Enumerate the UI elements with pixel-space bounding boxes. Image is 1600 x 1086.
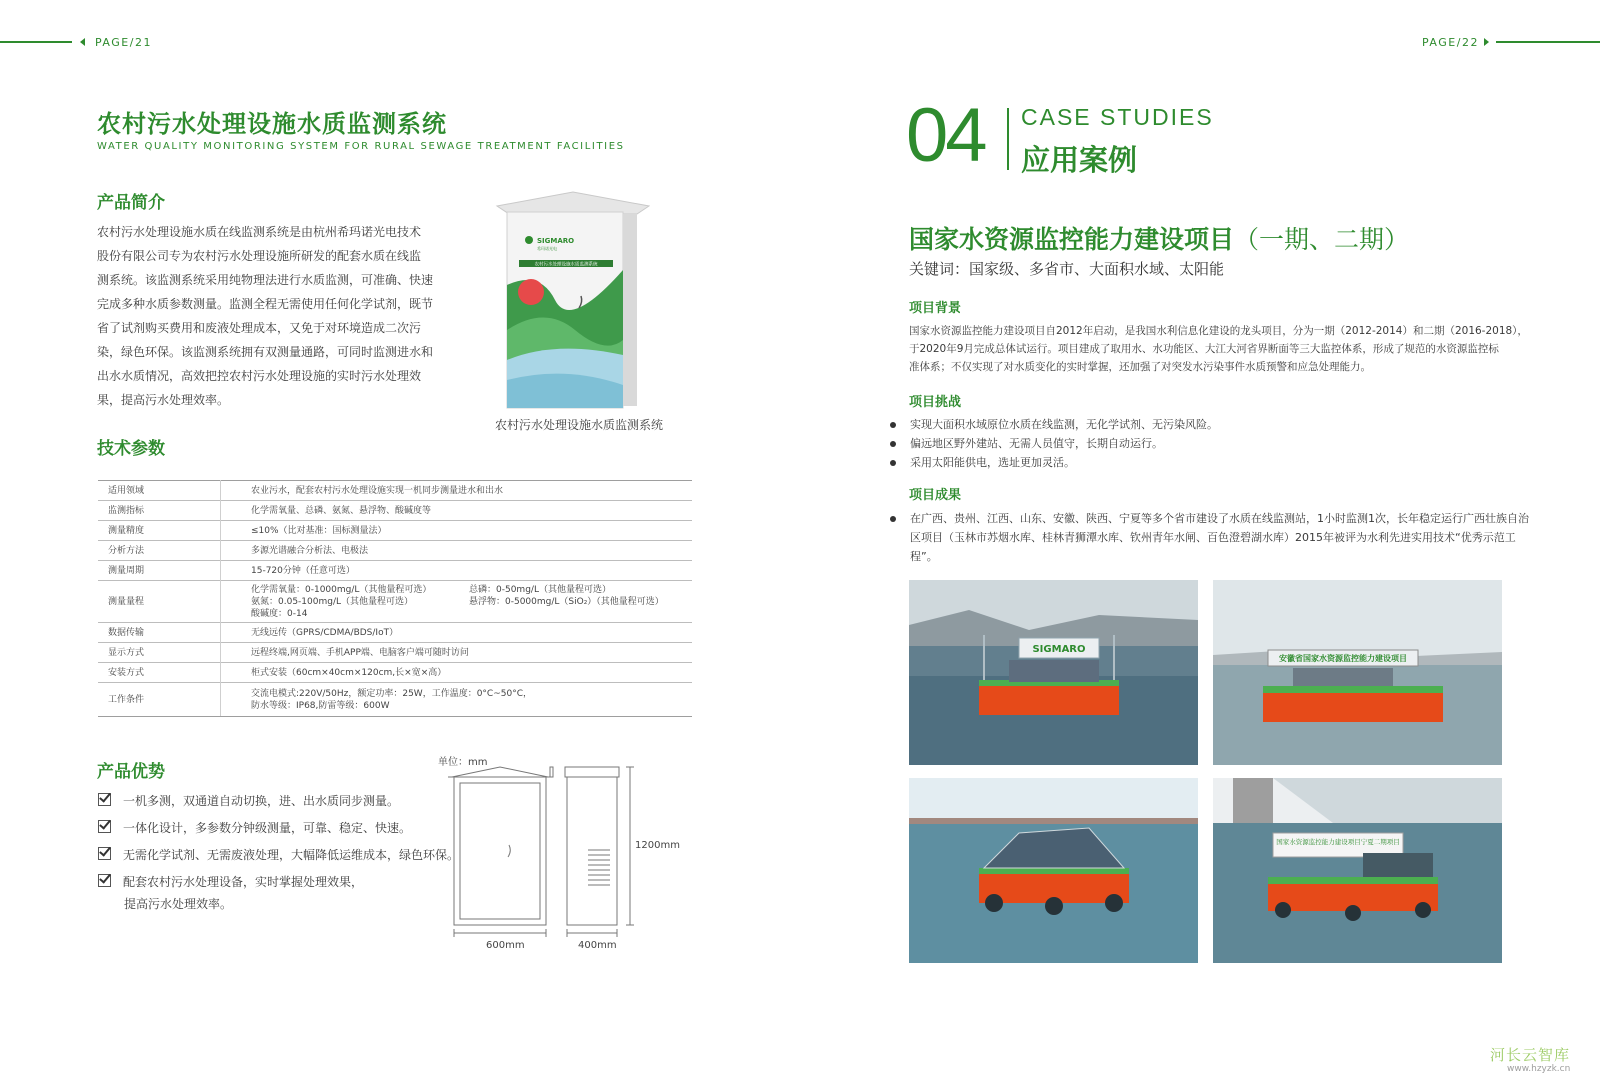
challenges-heading: 项目挑战 xyxy=(909,395,962,410)
drawing-unit: 单位：mm xyxy=(438,757,488,768)
challenge-item: 采用太阳能供电，选址更加灵活。 xyxy=(910,453,1510,472)
table-row xyxy=(98,521,692,541)
range-cod: 化学需氧量：0-1000mg/L（其他量程可选） xyxy=(251,584,432,595)
project-title xyxy=(909,220,1409,256)
intro-line: 出水水质情况，高效把控农村污水处理设施的实时污水处理效 xyxy=(97,369,422,383)
background-line: 国家水资源监控能力建设项目自2012年启动，是我国水利信息化建设的龙头项目，分为一期（2012-2014）和二期（2016-2018）， xyxy=(909,325,1528,337)
results-line: 在广西、贵州、江西、山东、安徽、陕西、宁夏等多个省市建设了水质在线监测站，1小时监测1次，长年稳定运行广西壮族自治 xyxy=(910,512,1529,525)
case-photo-4 xyxy=(1213,778,1502,963)
intro-line: 股份有限公司专为农村污水处理设施所研发的配套水质在线监 xyxy=(97,249,422,263)
intro-heading: 产品简介 xyxy=(97,193,165,213)
intro-line: 测系统。该监测系统采用纯物理法进行水质监测，可准确、快速 xyxy=(97,273,434,287)
page-title: 农村污水处理设施水质监测系统 xyxy=(97,110,447,138)
case-photo-2 xyxy=(1213,580,1502,765)
spec-key: 安装方式 xyxy=(98,663,221,683)
advantage-item xyxy=(98,844,459,866)
range-ph: 酸碱度：0-14 xyxy=(251,608,308,619)
cabinet-brand-sub: 希玛诺光电 xyxy=(537,246,557,251)
page-number-left: PAGE/21 xyxy=(95,36,152,49)
results-heading: 项目成果 xyxy=(909,488,962,503)
background-text xyxy=(909,322,1528,376)
spec-key: 测量量程 xyxy=(98,581,221,623)
spec-key: 适用领域 xyxy=(98,481,221,501)
results-line: 区项目（玉林市苏烟水库、桂林青狮潭水库、钦州青年水闸、百色澄碧湖水库）2015年被评为水利先进实用技术“优秀示范工 xyxy=(910,531,1516,544)
spec-key: 分析方法 xyxy=(98,541,221,561)
case-photo-3 xyxy=(909,778,1198,963)
checkbox-icon xyxy=(98,874,111,887)
condition-line: 防水等级：IP68,防雷等级：600W xyxy=(251,700,390,711)
spec-key: 测量周期 xyxy=(98,561,221,581)
section-divider xyxy=(1007,108,1009,170)
product-caption: 农村污水处理设施水质监测系统 xyxy=(495,418,664,432)
spec-key: 监测指标 xyxy=(98,501,221,521)
results-item xyxy=(910,509,1529,566)
background-line: 于2020年9月完成总体试运行。项目建成了取用水、水功能区、大江大河省界断面等三大监控体系，形成了规范的水资源监控标 xyxy=(909,343,1499,355)
section-number: 04 xyxy=(906,93,985,178)
spec-value: 柜式安装（60cm×40cm×120cm,长×宽×高） xyxy=(221,663,693,683)
spec-value: 15-720分钟（任意可选） xyxy=(221,561,693,581)
spec-value: 农业污水，配套农村污水处理设施实现一机同步测量进水和出水 xyxy=(221,481,693,501)
spec-value: 远程终端,网页端、手机APP端、电脑客户端可随时访问 xyxy=(221,643,693,663)
advantages-heading: 产品优势 xyxy=(97,762,165,782)
spec-value: 化学需氧量、总磷、氨氮、悬浮物、酸碱度等 xyxy=(221,501,693,521)
advantage-item xyxy=(98,817,411,839)
checkbox-icon xyxy=(98,847,111,860)
section-title-cn: 应用案例 xyxy=(1021,143,1138,177)
checkbox-icon xyxy=(98,793,111,806)
spec-value: 无线远传（GPRS/CDMA/BDS/IoT） xyxy=(221,623,693,643)
advantage-item xyxy=(98,871,363,893)
section-title-en: CASE STUDIES xyxy=(1021,104,1214,130)
intro-line: 省了试剂购买费用和废液处理成本，又免于对环境造成二次污 xyxy=(97,321,422,335)
drawing-height: 1200mm xyxy=(635,840,680,851)
photo2-sign: 安徽省国家水资源监控能力建设项目 xyxy=(1279,654,1407,663)
table-row xyxy=(98,501,692,521)
spec-value-conditions xyxy=(221,683,693,717)
advantage-item-cont: 提高污水处理效率。 xyxy=(124,897,233,911)
watermark-url: www.hzyzk.cn xyxy=(1507,1064,1571,1074)
case-photo-1 xyxy=(909,580,1198,765)
cabinet-drawing xyxy=(440,765,690,965)
product-cabinet-image xyxy=(495,190,650,410)
spec-table xyxy=(98,480,692,717)
watermark-cn: 河长云智库 xyxy=(1490,1046,1571,1064)
photo1-sign: SIGMARO xyxy=(1032,644,1086,655)
spec-key: 测量精度 xyxy=(98,521,221,541)
challenge-item: 实现大面积水域原位水质在线监测，无化学试剂、无污染风险。 xyxy=(910,415,1510,434)
photo4-sign: 国家水资源监控能力建设项目宁夏二期项目 xyxy=(1276,838,1400,846)
advantage-text: 一体化设计，多参数分钟级测量，可靠、稳定、快速。 xyxy=(123,821,412,835)
page-number-right: PAGE/22 xyxy=(1422,36,1479,49)
table-row xyxy=(98,663,692,683)
background-heading: 项目背景 xyxy=(909,301,962,316)
table-row xyxy=(98,541,692,561)
arrow-right-icon xyxy=(1484,38,1489,46)
results-line: 程”。 xyxy=(910,550,938,563)
intro-text xyxy=(97,220,457,412)
project-title-main: 国家水资源监控能力建设项目 xyxy=(909,225,1235,254)
challenge-item: 偏远地区野外建站、无需人员值守，长期自动运行。 xyxy=(910,434,1510,453)
header-rule-left xyxy=(0,41,72,43)
range-ss: 悬浮物：0-5000mg/L（SiO₂）（其他量程可选） xyxy=(469,596,664,607)
table-row xyxy=(98,643,692,663)
table-row xyxy=(98,581,692,623)
intro-line: 染，绿色环保。该监测系统拥有双测量通路，可同时监测进水和 xyxy=(97,345,434,359)
spec-value: ≤10%（比对基准：国标测量法） xyxy=(221,521,693,541)
intro-line: 完成多种水质参数测量。监测全程无需使用任何化学试剂，既节 xyxy=(97,297,434,311)
spec-key: 工作条件 xyxy=(98,683,221,717)
drawing-depth: 400mm xyxy=(578,940,617,951)
cabinet-brand: SIGMARO xyxy=(537,237,575,245)
project-keywords: 关键词：国家级、多省市、大面积水域、太阳能 xyxy=(909,260,1225,278)
table-row xyxy=(98,683,692,717)
header-rule-right xyxy=(1496,41,1600,43)
advantage-text: 一机多测，双通道自动切换，进、出水质同步测量。 xyxy=(123,794,400,808)
project-title-suffix: （一期、二期） xyxy=(1234,225,1410,254)
checkbox-icon xyxy=(98,820,111,833)
range-tp: 总磷：0-50mg/L（其他量程可选） xyxy=(469,584,611,595)
advantage-item xyxy=(98,790,399,812)
advantage-text: 无需化学试剂、无需废液处理，大幅降低运维成本，绿色环保。 xyxy=(123,848,460,862)
intro-line: 农村污水处理设施水质在线监测系统是由杭州希玛诺光电技术 xyxy=(97,225,422,239)
table-row xyxy=(98,481,692,501)
table-row xyxy=(98,623,692,643)
cabinet-label: 农村污水处理设施水质监测系统 xyxy=(534,262,598,268)
spec-key: 数据传输 xyxy=(98,623,221,643)
specs-heading: 技术参数 xyxy=(97,439,165,459)
table-row xyxy=(98,561,692,581)
spec-key: 显示方式 xyxy=(98,643,221,663)
advantage-text: 配套农村污水处理设备，实时掌握处理效果， xyxy=(123,875,364,889)
background-line: 准体系；不仅实现了对水质变化的实时掌握，还加强了对突发水污染事件水质预警和应急处理能力。 xyxy=(909,361,1371,373)
condition-line: 交流电模式:220V/50Hz，额定功率：25W，工作温度：0°C~50°C， xyxy=(251,688,532,699)
arrow-left-icon xyxy=(80,38,85,46)
range-nh3: 氨氮：0.05-100mg/L（其他量程可选） xyxy=(251,596,413,607)
spec-value: 多源光谱融合分析法、电极法 xyxy=(221,541,693,561)
page-subtitle-en: WATER QUALITY MONITORING SYSTEM FOR RURAL SEWAGE TREATMENT FACILITIES xyxy=(97,141,625,152)
intro-line: 果，提高污水处理效率。 xyxy=(97,393,230,407)
spec-value-range xyxy=(221,581,693,623)
drawing-width: 600mm xyxy=(486,940,525,951)
